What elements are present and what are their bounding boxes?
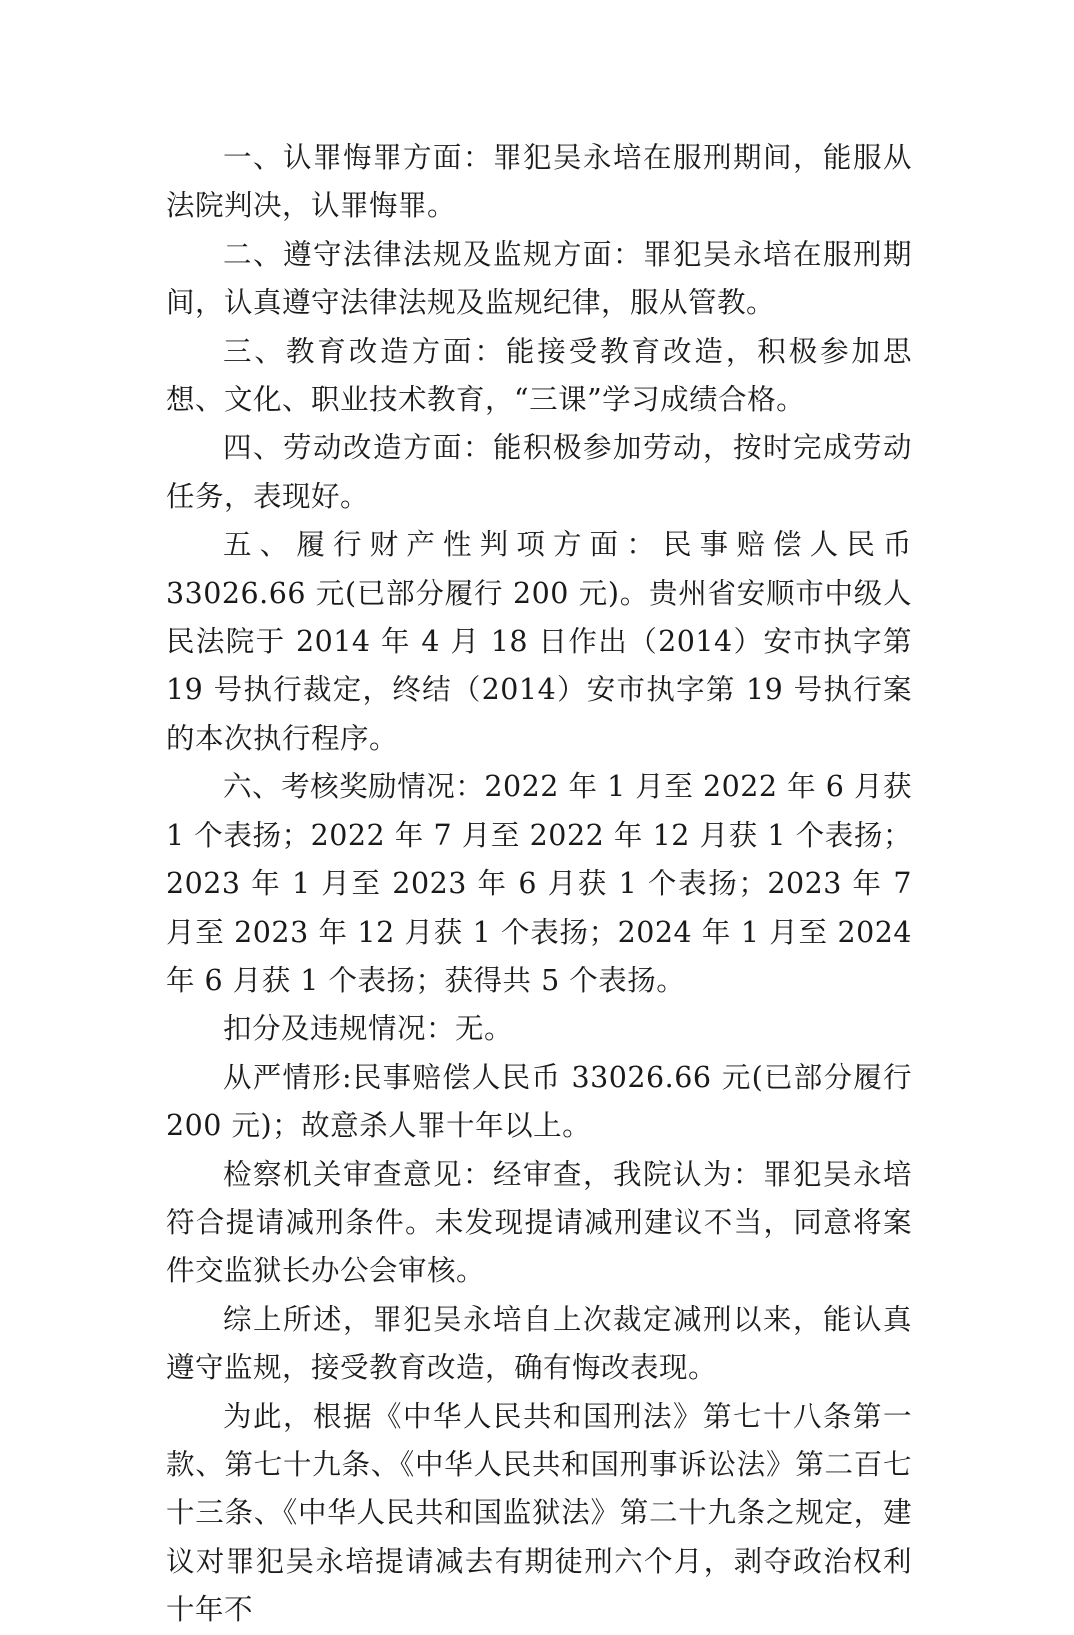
paragraph-plea: 一、认罪悔罪方面：罪犯吴永培在服刑期间，能服从法院判决，认罪悔罪。 — [166, 141, 912, 223]
paragraph-summary: 综上所述，罪犯吴永培自上次裁定减刑以来，能认真遵守监规，接受教育改造，确有悔改表现。 — [166, 1302, 912, 1385]
paragraph-labor: 四、劳动改造方面：能积极参加劳动，按时完成劳动任务，表现好。 — [166, 431, 912, 513]
paragraph-property-judgment: 五、履行财产性判项方面：民事赔偿人民币 33026.66 元(已部分履行 200 元)。贵州省安顺市中级人民法院于 2014 年 4 月 18 日作出（2014）安市执字第 19 号执行裁定，终结（2014）安市执字第 19 号执行案的本次执行程序。 — [166, 528, 912, 755]
paragraph-strict-circumstances: 从严情形:民事赔偿人民币 33026.66 元(已部分履行 200 元)；故意杀人罪十年以上。 — [166, 1060, 912, 1143]
paragraph-recommendation: 为此，根据《中华人民共和国刑法》第七十八条第一款、第七十九条、《中华人民共和国刑事诉讼法》第二百七十三条、《中华人民共和国监狱法》第二十九条之规定，建议对罪犯吴永培提请减去有期徒刑六个月，剥夺政治权利十年不 — [166, 1399, 912, 1627]
paragraph-rewards: 六、考核奖励情况：2022 年 1 月至 2022 年 6 月获 1 个表扬；2022 年 7 月至 2022 年 12 月获 1 个表扬；2023 年 1 月至 2023 年 6 月获 1 个表扬；2023 年 7 月至 2023 年 12 月获 1 个表扬；2024 年 1 月至 2024 年 6 月获 1 个表扬；获得共 5 个表扬。 — [166, 770, 912, 997]
paragraph-education: 三、教育改造方面：能接受教育改造，积极参加思想、文化、职业技术教育，“三课”学习成绩合格。 — [166, 334, 912, 417]
paragraph-violations: 扣分及违规情况：无。 — [223, 1012, 514, 1046]
paragraph-procuratorate-opinion: 检察机关审查意见：经审查，我院认为：罪犯吴永培符合提请减刑条件。未发现提请减刑建议不当，同意将案件交监狱长办公会审核。 — [166, 1157, 912, 1288]
paragraph-law-compliance: 二、遵守法律法规及监规方面：罪犯吴永培在服刑期间，认真遵守法律法规及监规纪律，服从管教。 — [166, 237, 912, 320]
document-body — [166, 134, 912, 1635]
